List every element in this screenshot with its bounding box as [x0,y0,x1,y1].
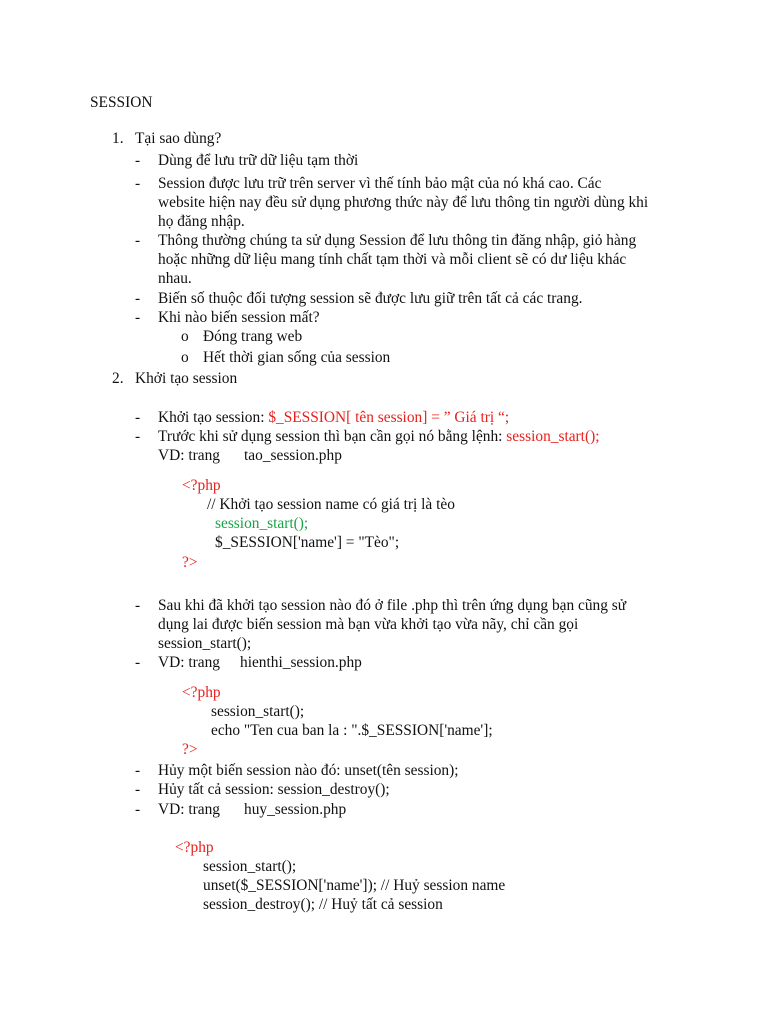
example-filename: hienthi_session.php [240,654,362,671]
list-item-line: dụng lai được biến session mà bạn vừa khởi tạo vừa nãy, chỉ cần gọi [158,616,579,633]
list-item-line: Sau khi đã khởi tạo session nào đó ở file .php thì trên ứng dụng bạn cũng sử [158,597,627,614]
code-line: echo "Ten cua ban la : ".$_SESSION['name']; [211,722,493,739]
bullet-dash: - [135,801,141,818]
bullet-circle: o [181,349,189,366]
code-snippet: $_SESSION[ tên session] = ” Giá trị “; [268,409,510,426]
bullet-circle: o [181,328,189,345]
bullet-dash: - [135,290,141,307]
list-item: Biến số thuộc đối tượng session sẽ được lưu giữ trên tất cả các trang. [158,290,583,307]
bullet-dash: - [135,232,141,249]
sub-list-item: Đóng trang web [203,328,303,345]
bullet-dash: - [135,597,141,614]
section-heading: Khởi tạo session [135,370,238,387]
list-item [158,427,599,446]
list-item-line: Thông thường chúng ta sử dụng Session để lưu thông tin đăng nhập, giỏ hàng [158,232,637,249]
code-php-close: ?> [182,741,198,758]
code-snippet: session_start(); [506,428,600,445]
bullet-dash: - [135,762,141,779]
code-comment: // Khởi tạo session name có giá trị là tèo [207,496,455,513]
example-label: VD: trang [158,654,220,671]
example-label: VD: trang [158,801,220,818]
sub-list-item: Hết thời gian sống của session [203,349,391,366]
code-line: session_destroy(); // Huỷ tất cả session [203,896,443,913]
list-item-line: website hiện nay đều sử dụng phương thức này để lưu thông tin người dùng khi [158,194,649,211]
list-number: 2. [112,370,124,387]
example-label: VD: trang [158,447,220,464]
bullet-dash: - [135,175,141,192]
list-number: 1. [112,130,124,147]
bullet-dash: - [135,654,141,671]
list-item-line: nhau. [158,270,192,287]
list-item: Hủy một biến session nào đó: unset(tên session); [158,762,459,779]
list-item: Khi nào biến session mất? [158,309,320,326]
code-session-start: session_start(); [215,515,309,532]
example-filename: huy_session.php [244,801,347,818]
list-item: Dùng để lưu trữ dữ liệu tạm thời [158,152,359,169]
code-line: session_start(); [211,703,305,720]
list-item [158,408,509,427]
list-item: Hủy tất cả session: session_destroy(); [158,781,390,798]
bullet-dash: - [135,152,141,169]
code-line: $_SESSION['name'] = "Tèo"; [215,534,400,551]
code-php-close: ?> [182,554,198,571]
bullet-dash: - [135,428,141,445]
list-item-line: Session được lưu trữ trên server vì thế tính bảo mật của nó khá cao. Các [158,175,602,192]
bullet-dash: - [135,409,141,426]
code-php-open: <?php [175,839,214,856]
list-item-line: họ đăng nhập. [158,213,245,230]
page-title: SESSION [90,94,153,111]
code-line: session_start(); [203,858,297,875]
list-item-line: hoặc những dữ liệu mang tính chất tạm thời và mỗi client sẽ có dư liệu khác [158,251,627,268]
item-text: Khởi tạo session: [158,409,269,426]
example-filename: tao_session.php [244,447,342,464]
code-line: unset($_SESSION['name']); // Huỷ session name [203,877,506,894]
code-php-open: <?php [182,477,221,494]
code-php-open: <?php [182,684,221,701]
bullet-dash: - [135,781,141,798]
list-item-line: session_start(); [158,635,252,652]
item-text: Trước khi sử dụng session thì bạn cần gọi nó bằng lệnh: [158,428,507,445]
bullet-dash: - [135,309,141,326]
section-heading: Tại sao dùng? [135,130,222,147]
